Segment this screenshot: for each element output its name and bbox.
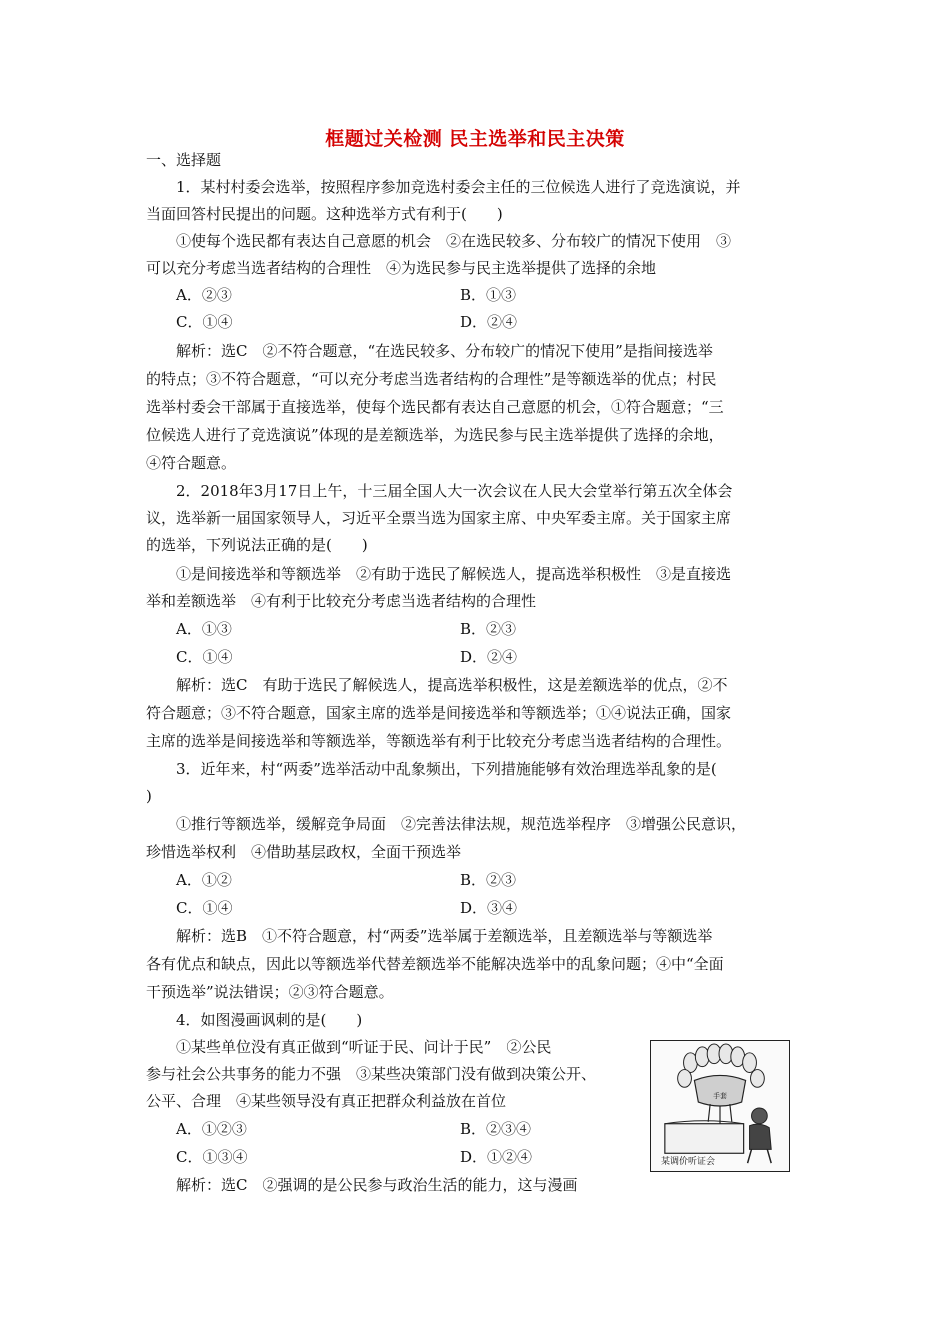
question-3-analysis: 干预选举”说法错误；②③符合题意。 [146,983,394,1001]
cartoon-hearing-icon [651,1041,789,1171]
question-1-analysis: ④符合题意。 [146,454,237,472]
question-2-option-b: B．②③ [460,620,517,638]
question-4-statements: ①某些单位没有真正做到“听证于民、问计于民” ②公民 [176,1038,552,1056]
question-1-analysis: 解析：选C ②不符合题意，“在选民较多、分布较广的情况下使用”是指间接选举 [176,342,713,360]
question-4-option-d: D．①②④ [460,1148,533,1166]
question-2-analysis: 解析：选C 有助于选民了解候选人，提高选举积极性，这是差额选举的优点，②不 [176,676,728,694]
question-3-option-a: A．①② [176,871,232,889]
question-1-option-d: D．②④ [460,313,518,331]
question-1-analysis: 的特点；③不符合题意，“可以充分考虑当选者结构的合理性”是等额选举的优点；村民 [146,370,717,388]
question-1-statements: 可以充分考虑当选者结构的合理性 ④为选民参与民主选举提供了选择的余地 [146,259,657,277]
question-1-option-b: B．①③ [460,286,517,304]
question-4-analysis: 解析：选C ②强调的是公民参与政治生活的能力，这与漫画 [176,1176,578,1194]
question-2-text: 的选举，下列说法正确的是( ) [146,536,368,554]
question-3-option-c: C．①④ [176,899,233,917]
question-2-option-c: C．①④ [176,648,233,666]
question-2-option-a: A．①③ [176,620,232,638]
question-3-text: ) [146,787,152,805]
question-4-option-c: C．①③④ [176,1148,248,1166]
question-2-analysis: 主席的选举是间接选举和等额选举，等额选举有利于比较充分考虑当选者结构的合理性。 [146,732,732,750]
question-2-text: 2．2018年3月17日上午，十三届全国人大一次会议在人民大会堂举行第五次全体会 [176,482,733,500]
question-3-statements: 珍惜选举权利 ④借助基层政权，全面干预选举 [146,843,462,861]
question-4-statements: 参与社会公共事务的能力不强 ③某些决策部门没有做到决策公开、 [146,1065,597,1083]
question-3-option-d: D．③④ [460,899,518,917]
question-2-text: 议，选举新一届国家领导人，习近平全票当选为国家主席、中央军委主席。关于国家主席 [146,509,732,527]
question-1-analysis: 选举村委会干部属于直接选举，使每个选民都有表达自己意愿的机会，①符合题意；“三 [146,398,724,416]
question-2-statements: 举和差额选举 ④有利于比较充分考虑当选者结构的合理性 [146,592,537,610]
question-3-analysis: 各有优点和缺点，因此以等额选举代替差额选举不能解决选举中的乱象问题；④中“全面 [146,955,724,973]
page-title: 框题过关检测 民主选举和民主决策 [325,128,625,150]
question-2-option-d: D．②④ [460,648,518,666]
question-4-statements: 公平、合理 ④某些领导没有真正把群众利益放在首位 [146,1092,507,1110]
question-3-text: 3．近年来，村“两委”选举活动中乱象频出，下列措施能够有效治理选举乱象的是( [176,760,717,778]
question-1-text: 1．某村村委会选举，按照程序参加竞选村委会主任的三位候选人进行了竞选演说，并 [176,178,741,196]
question-4-text: 4．如图漫画讽刺的是( ) [176,1011,363,1029]
question-3-analysis: 解析：选B ①不符合题意，村“两委”选举属于差额选举，且差额选举与等额选举 [176,927,713,945]
question-3-option-b: B．②③ [460,871,517,889]
question-1-option-c: C．①④ [176,313,233,331]
question-1-statements: ①使每个选民都有表达自己意愿的机会 ②在选民较多、分布较广的情况下使用 ③ [176,232,732,250]
question-3-statements: ①推行等额选举，缓解竞争局面 ②完善法律法规，规范选举程序 ③增强公民意识， [176,815,747,833]
question-4-option-b: B．②③④ [460,1120,532,1138]
cartoon-figure [650,1040,790,1172]
question-1-option-a: A．②③ [176,286,232,304]
question-1-text: 当面回答村民提出的问题。这种选举方式有利于( ) [146,205,503,223]
figure-caption: 某调价听证会 [661,1157,716,1167]
figure-glove-label: 手套 [713,1092,727,1101]
question-2-analysis: 符合题意；③不符合题意，国家主席的选举是间接选举和等额选举；①④说法正确，国家 [146,704,732,722]
section-heading: 一、选择题 [146,151,222,169]
question-4-option-a: A．①②③ [176,1120,247,1138]
question-1-analysis: 位候选人进行了竞选演说”体现的是差额选举，为选民参与民主选举提供了选择的余地， [146,426,724,444]
question-2-statements: ①是间接选举和等额选举 ②有助于选民了解候选人，提高选举积极性 ③是直接选 [176,565,732,583]
